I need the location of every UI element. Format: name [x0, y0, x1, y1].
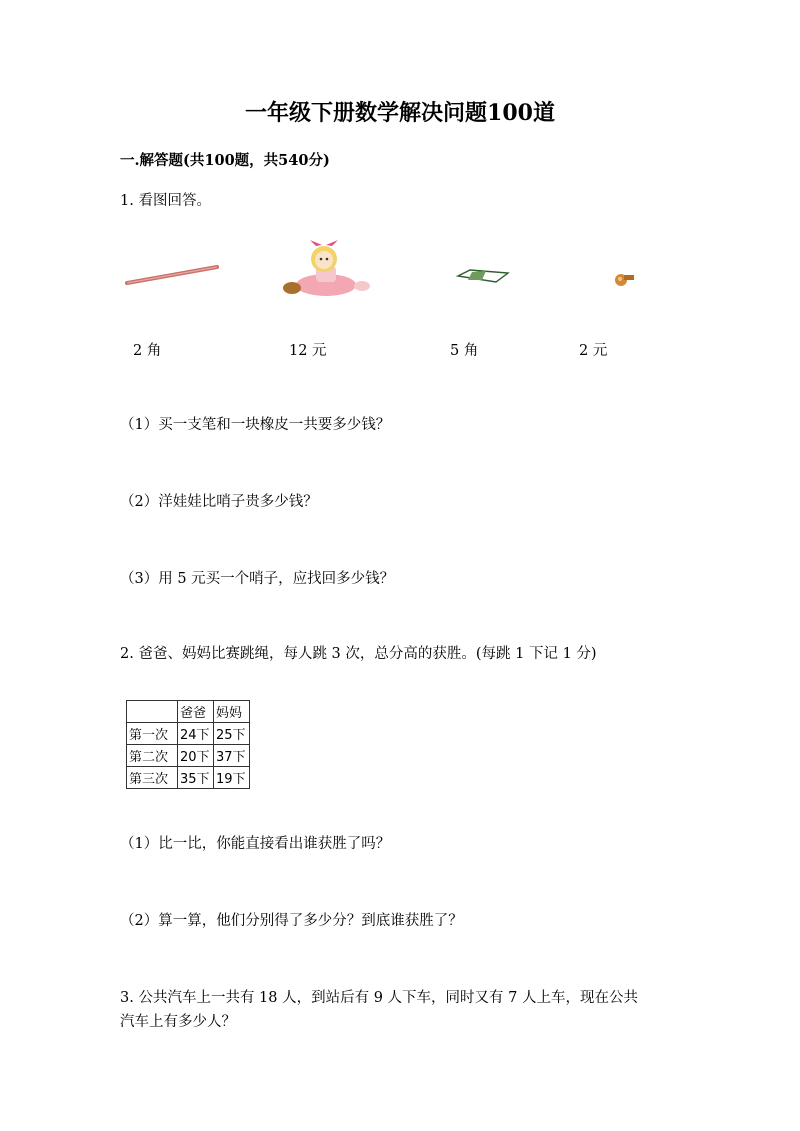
pen-price: 2 角	[133, 343, 162, 359]
table-row	[127, 723, 250, 745]
question-3-stem-line-1: 3. 公共汽车上一共有 18 人，到站后有 9 人下车，同时又有 7 人上车，现在公共	[120, 990, 638, 1006]
table-cell: 24下	[178, 723, 214, 745]
table-cell: 第三次	[127, 767, 178, 789]
table-row	[127, 745, 250, 767]
question-2-sub-2: （2）算一算，他们分别得了多少分？到底谁获胜了？	[120, 913, 463, 929]
whistle-price: 2 元	[579, 343, 608, 359]
eraser-price: 5 角	[450, 343, 479, 359]
page-title: 一年级下册数学解决问题100道	[245, 100, 555, 126]
whistle-icon	[612, 270, 636, 288]
question-1-stem: 1. 看图回答。	[120, 193, 211, 209]
table-row	[127, 767, 250, 789]
table-cell: 妈妈	[214, 701, 250, 723]
table-header-row	[127, 701, 250, 723]
table-cell: 35下	[178, 767, 214, 789]
eraser-icon	[456, 268, 510, 284]
table-cell: 19下	[214, 767, 250, 789]
pen-icon	[125, 262, 220, 286]
table-cell	[127, 701, 178, 723]
table-cell: 37下	[214, 745, 250, 767]
question-1-sub-2: （2）洋娃娃比哨子贵多少钱？	[120, 494, 318, 510]
section-heading: 一.解答题(共100题，共540分)	[120, 152, 330, 169]
table-cell: 第一次	[127, 723, 178, 745]
table-cell: 25下	[214, 723, 250, 745]
jump-rope-score-table	[126, 700, 250, 789]
question-2-sub-1: （1）比一比，你能直接看出谁获胜了吗？	[120, 836, 391, 852]
table-cell: 爸爸	[178, 701, 214, 723]
table-cell: 第二次	[127, 745, 178, 767]
doll-price: 12 元	[289, 343, 327, 359]
doll-icon	[276, 240, 372, 298]
table-cell: 20下	[178, 745, 214, 767]
question-3-stem-line-2: 汽车上有多少人？	[120, 1014, 236, 1030]
question-2-stem: 2. 爸爸、妈妈比赛跳绳，每人跳 3 次，总分高的获胜。(每跳 1 下记 1 分)	[120, 646, 597, 662]
question-1-sub-3: （3）用 5 元买一个哨子，应找回多少钱？	[120, 571, 395, 587]
question-1-sub-1: （1）买一支笔和一块橡皮一共要多少钱？	[120, 417, 391, 433]
